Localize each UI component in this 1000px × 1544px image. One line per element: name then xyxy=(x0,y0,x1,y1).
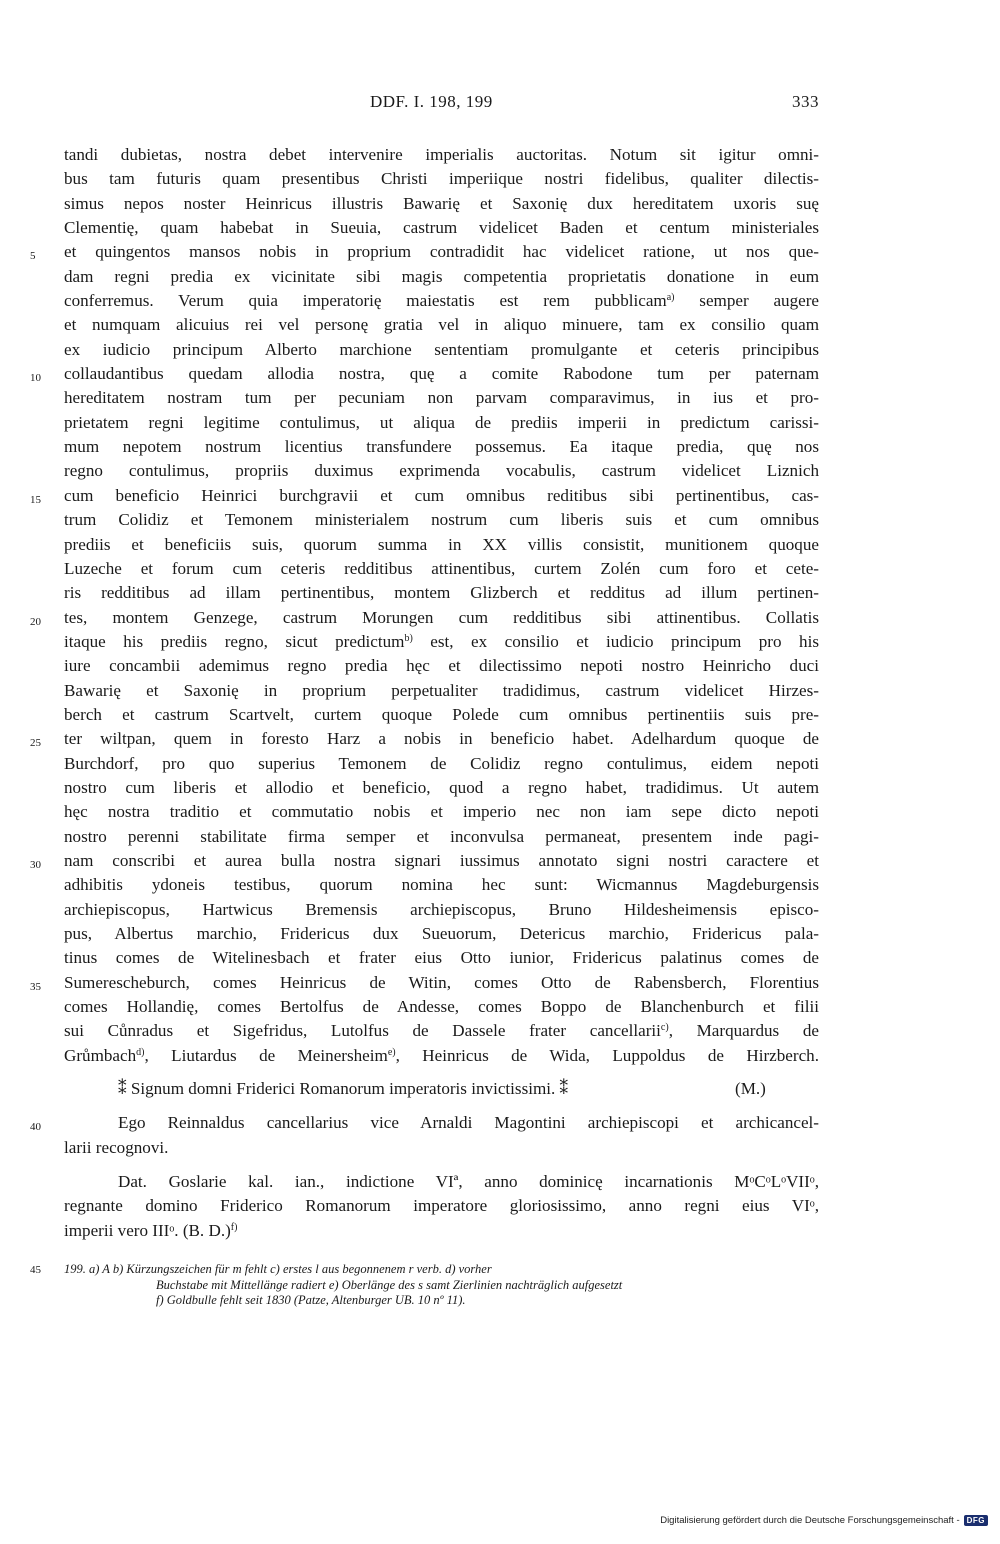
line-number: 30 xyxy=(30,858,41,871)
text-line xyxy=(64,265,819,289)
line-text: , Heinricus de Wida, Luppoldus de Hirzberch. xyxy=(395,1045,819,1065)
text-line xyxy=(30,849,819,873)
text-line xyxy=(64,630,819,654)
text-line xyxy=(64,192,819,216)
text-line xyxy=(64,386,819,410)
text-line xyxy=(64,873,819,897)
text-line xyxy=(64,898,819,922)
line-text: archiepiscopus, Hartwicus Bremensis archiepiscopus, Bruno Hildesheimensis episco- xyxy=(64,899,819,919)
line-text: comes Hollandię, comes Bertolfus de Andesse, comes Boppo de Blanchenburch et filii xyxy=(64,997,819,1017)
page-number: 333 xyxy=(792,92,819,111)
footnote-text: f) Goldbulle fehlt seit 1830 (Patze, Altenburger UB. 10 nº 11). xyxy=(156,1293,466,1307)
line-text: regno contulimus, propriis duximus exprimenda vocabulis, castrum videlicet Liznich xyxy=(64,461,819,481)
text-line xyxy=(64,581,819,605)
line-text: Luzeche et forum cum ceteris redditibus attinentibus, curtem Zolén cum foro et cete- xyxy=(64,558,819,578)
line-number: 10 xyxy=(30,372,41,385)
spacer xyxy=(64,1160,819,1170)
text-line xyxy=(64,703,819,727)
line-number: 40 xyxy=(30,1121,41,1134)
line-text: prietatem regni legitime contulimus, ut aliqua de prediis imperii in predictum carissi- xyxy=(64,412,819,432)
line-text: Ego Reinnaldus cancellarius vice Arnaldi Magontini archiepiscopi et archicancel- xyxy=(118,1113,819,1133)
line-text: ter wiltpan, quem in foresto Harz a nobis in beneficio habet. Adelhardum quoque de xyxy=(64,729,819,749)
text-line xyxy=(64,167,819,191)
text-line xyxy=(64,922,819,946)
running-title: DDF. I. 198, 199 xyxy=(370,92,493,111)
text-line xyxy=(30,240,819,264)
text-line xyxy=(64,411,819,435)
spacer xyxy=(64,1101,819,1111)
line-text: tes, montem Genzege, castrum Morungen cum redditibus sibi attinentibus. Collatis xyxy=(64,607,819,627)
text-line xyxy=(30,484,819,508)
line-text: bus tam futuris quam presentibus Christi imperiique nostri fidelibus, qualiter dilectis- xyxy=(64,169,819,189)
line-text: cum beneficio Heinrici burchgravii et cum omnibus reditibus sibi pertinentibus, cas- xyxy=(64,485,819,505)
text-line xyxy=(64,752,819,776)
text-line xyxy=(64,800,819,824)
line-text: collaudantibus quedam allodia nostra, quę a comite Rabodone tum per paternam xyxy=(64,364,819,384)
line-text: iure concambii ademimus regno predia hęc et dilectissimo nepoti nostro Heinricho duci xyxy=(64,656,819,676)
text-line xyxy=(64,825,819,849)
line-text: hereditatem nostram tum per pecuniam non parvam comparavimus, in ius et pro- xyxy=(64,388,819,408)
text-line xyxy=(30,727,819,751)
footnote-marker: f) xyxy=(230,1221,238,1233)
text-line xyxy=(30,1111,819,1135)
line-text: tandi dubietas, nostra debet intervenire imperialis auctoritas. Notum sit igitur omni- xyxy=(64,145,819,164)
text-line xyxy=(30,362,819,386)
footnote-marker: c) xyxy=(660,1022,669,1034)
line-text: est, ex consilio et iudicio principum pro his xyxy=(412,631,819,651)
line-text: simus nepos noster Heinricus illustris Bawarię et Saxonię dux hereditatem uxoris suę xyxy=(64,193,819,213)
signum-text: ⁑ Signum domni Friderici Romanorum imperatoris invictissimi. ⁑ xyxy=(118,1079,569,1099)
text-line xyxy=(64,313,819,337)
line-text: Bawarię et Saxonię in proprium perpetualiter tradidimus, castrum videlicet Hirzes- xyxy=(64,680,819,700)
footnote-text: Buchstabe mit Mittellänge radiert e) Oberlänge des s samt Zierlinien nachträglich aufgesetzt xyxy=(156,1277,623,1292)
text-line xyxy=(64,557,819,581)
footnote-marker: b) xyxy=(404,632,413,644)
text-line xyxy=(30,971,819,995)
line-text: dam regni predia ex vicinitate sibi magis competentia proprietatis donatione in eum xyxy=(64,266,819,286)
footnote-line xyxy=(64,1278,819,1294)
line-text: Clementię, quam habebat in Sueuia, castrum videlicet Baden et centum ministeriales xyxy=(64,218,819,238)
digitization-credit xyxy=(660,1512,988,1528)
text-line xyxy=(64,1194,819,1218)
line-text: , Liutardus de Meinersheim xyxy=(144,1045,388,1065)
line-text: , Marquardus de xyxy=(668,1021,819,1041)
text-line xyxy=(64,435,819,459)
line-text: et numquam alicuius rei vel personę gratia vel in aliquo minuere, tam ex consilio quam xyxy=(64,315,819,335)
charter-text xyxy=(30,143,819,1243)
line-text: hęc nostra traditio et commutatio nobis et imperio nec non iam sepe dicto nepoti xyxy=(64,802,819,822)
text-line xyxy=(64,289,819,313)
line-text: semper augere xyxy=(674,291,819,311)
line-text: adhibitis ydoneis testibus, quorum nomina hec sunt: Wicmannus Magdeburgensis xyxy=(64,875,819,895)
text-line xyxy=(64,1219,819,1243)
monogram-mark: (M.) xyxy=(735,1079,766,1099)
footnote-marker: e) xyxy=(387,1046,396,1058)
text-line xyxy=(64,776,819,800)
line-number: 5 xyxy=(30,250,36,263)
line-text: nam conscribi et aurea bulla nostra signari iussimus annotato signi nostri caractere et xyxy=(64,850,819,870)
line-text: larii recognovi. xyxy=(64,1137,169,1157)
line-text: Dat. Goslarie kal. ian., indictione VIª, anno dominicę incarnationis MᵒCᵒLᵒVIIᵒ, xyxy=(118,1172,819,1192)
line-text: mum nepotem nostrum licentius transfundere possemus. Ea itaque predia, quę nos xyxy=(64,437,819,457)
line-text: trum Colidiz et Temonem ministerialem nostrum cum liberis suis et cum omnibus xyxy=(64,510,819,530)
line-text: berch et castrum Scartvelt, curtem quoque Polede cum omnibus pertinentiis suis pre- xyxy=(64,704,819,724)
line-text: Sumerescheburch, comes Heinricus de Witin, comes Otto de Rabensberch, Florentius xyxy=(64,972,819,992)
footnote-line xyxy=(30,1262,819,1278)
text-line xyxy=(64,1170,819,1194)
text-line xyxy=(64,143,819,167)
text-line xyxy=(64,533,819,557)
text-line xyxy=(64,216,819,240)
line-text: tinus comes de Witelinesbach et frater eius Otto iunior, Fridericus palatinus comes de xyxy=(64,948,819,968)
line-text: nostro perenni stabilitate firma semper et inconvulsa permaneat, presentem inde pagi- xyxy=(64,826,819,846)
line-text: sui Cůnradus et Sigefridus, Lutolfus de Dassele frater cancellarii xyxy=(64,1021,661,1041)
line-number: 45 xyxy=(30,1264,41,1276)
line-text: Burchdorf, pro quo superius Temonem de Colidiz regno contulimus, eidem nepoti xyxy=(64,753,819,773)
text-line xyxy=(64,946,819,970)
text-line xyxy=(64,1019,819,1043)
text-line xyxy=(64,508,819,532)
signum-line xyxy=(64,1077,819,1101)
footnotes xyxy=(30,1262,819,1309)
text-line xyxy=(64,679,819,703)
dfg-logo: DFG xyxy=(964,1515,988,1526)
text-line xyxy=(30,606,819,630)
line-text: nostro cum liberis et allodio et beneficio, quod a regno habet, tradidimus. Ut autem xyxy=(64,777,819,797)
text-line xyxy=(64,995,819,1019)
footnote-marker: d) xyxy=(136,1046,145,1058)
line-text: ex iudicio principum Alberto marchione sententiam promulgante et ceteris principibus xyxy=(64,339,819,359)
text-line xyxy=(64,338,819,362)
footnote-marker: a) xyxy=(666,292,675,304)
line-text: ris redditibus ad illam pertinentibus, montem Glizberch et redditus ad illum pertinen- xyxy=(64,583,819,603)
line-text: itaque his prediis regno, sicut predictum xyxy=(64,631,405,651)
line-text: conferremus. Verum quia imperatorię maiestatis est rem pubblicam xyxy=(64,291,667,311)
text-line xyxy=(64,1044,819,1068)
credit-text: Digitalisierung gefördert durch die Deutsche Forschungsgemeinschaft - xyxy=(660,1514,960,1526)
footnote-text: 199. a) A b) Kürzungszeichen für m fehlt c) erstes l aus begonnenem r verb. d) vorher xyxy=(64,1262,492,1276)
line-text: Grůmbach xyxy=(64,1045,137,1065)
line-text: et quingentos mansos nobis in proprium contradidit hac videlicet ratione, ut nos que- xyxy=(64,242,819,262)
text-line xyxy=(64,1136,819,1160)
text-line xyxy=(64,459,819,483)
line-number: 15 xyxy=(30,493,41,506)
line-text: regnante domino Friderico Romanorum imperatore gloriosissimo, anno regni eius VIᵒ, xyxy=(64,1196,819,1216)
line-text: pus, Albertus marchio, Fridericus dux Sueuorum, Detericus marchio, Fridericus pala- xyxy=(64,924,819,943)
line-number: 20 xyxy=(30,615,41,628)
line-text: prediis et beneficiis suis, quorum summa in XX villis consistit, munitionem quoque xyxy=(64,534,819,554)
line-text: imperii vero IIIᵒ. (B. D.) xyxy=(64,1220,231,1240)
text-line xyxy=(64,654,819,678)
footnote-line xyxy=(64,1293,819,1309)
line-number: 35 xyxy=(30,980,41,993)
line-number: 25 xyxy=(30,737,41,750)
running-header xyxy=(64,92,819,116)
